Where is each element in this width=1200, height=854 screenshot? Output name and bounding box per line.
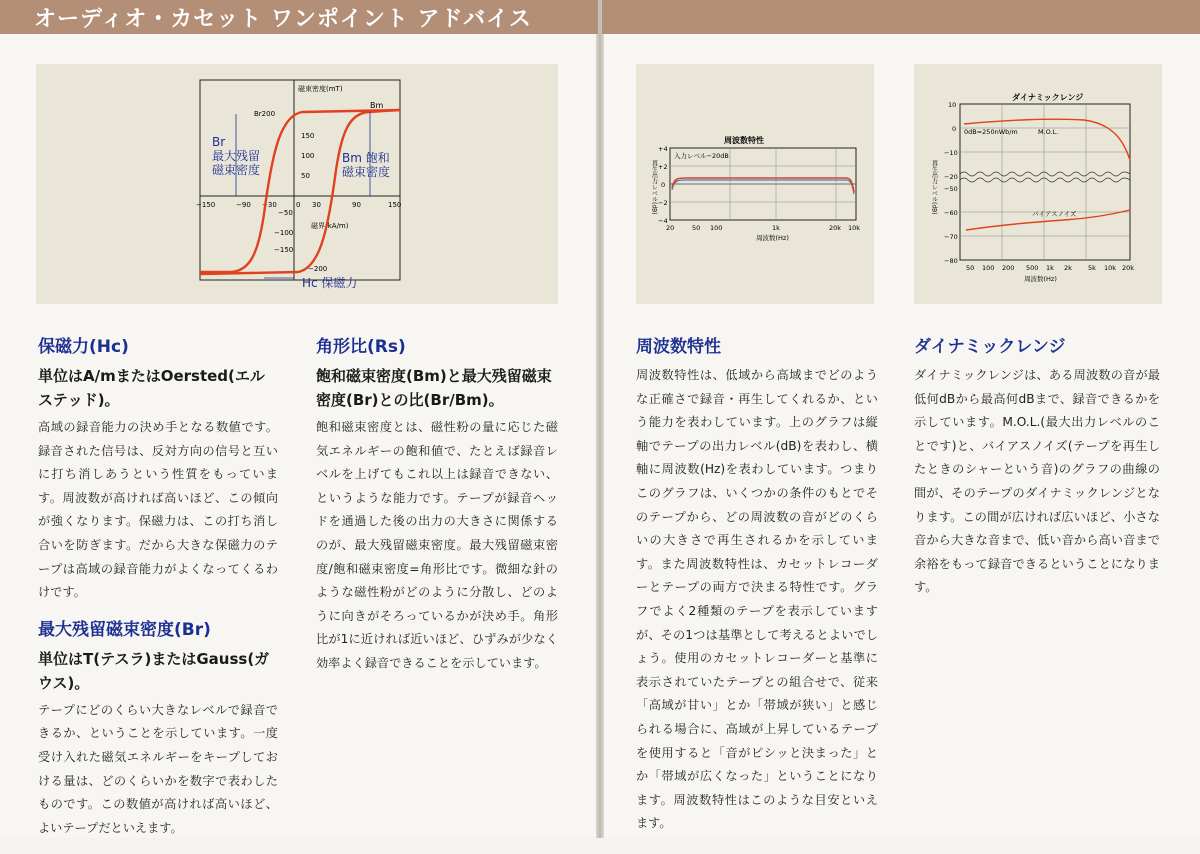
page-title: オーディオ・カセット ワンポイント アドバイス [34, 7, 532, 32]
section-title-frequency: 周波数特性 [636, 337, 721, 357]
x-tick: 5k [1088, 264, 1096, 272]
bm-annotation-line: 磁束密度 [342, 165, 391, 179]
x-tick: 100 [982, 264, 995, 272]
bm-label: Bm [370, 101, 384, 110]
column-frequency [636, 336, 878, 850]
section-lead-coercivity: 単位はA/mまたはOersted(エルステッド)。 [38, 367, 265, 409]
y-tick: 0 [952, 125, 957, 133]
y-tick: 50 [301, 172, 310, 180]
section-body-squareness: 飽和磁束密度とは、磁性粉の量に応じた磁気エネルギーの飽和値で、たとえば録音レベルを上げてもこれ以上は録音できない、というような能力です。テープが録音ヘッドを通過した後の出力の大きさに関係するのが、最大残留磁束密度。最大残留磁束密度/飽和磁束密度=角形比です。微細な針のような磁性粉がどのように分散し、どのように向きがそろっているかが決め手。角形比が1に近ければ近いほど、ひずみが少なく効率よく録音できることを示しています。 [316, 420, 558, 670]
axis-break-line [960, 172, 1130, 176]
frequency-chart [636, 64, 874, 304]
input-level-label: 入力レベル−20dB [674, 152, 729, 160]
y-axis-label: 再生出力レベル(dB) [650, 160, 658, 215]
axis-break-line [960, 178, 1130, 182]
y-tick: −100 [274, 229, 294, 237]
x-tick-labels [966, 264, 1134, 272]
y-tick: −4 [658, 217, 668, 225]
y-tick: +2 [658, 163, 668, 171]
br-annotation-line: 磁束密度 [212, 163, 261, 177]
x-tick: 50 [966, 264, 975, 272]
x-tick: 90 [352, 201, 361, 209]
y-tick-labels [658, 145, 668, 225]
x-tick: 10k [848, 224, 861, 232]
y-tick: 0 [661, 181, 666, 189]
y-tick-labels [944, 101, 958, 265]
x-axis-label: 磁界(kA/m) [311, 222, 349, 230]
section-squareness [316, 336, 558, 676]
x-axis-label: 周波数(Hz) [756, 234, 789, 242]
column-dynamic-range [914, 336, 1160, 614]
x-tick: 150 [388, 201, 402, 209]
y-tick: −10 [944, 149, 958, 157]
y-tick: −60 [944, 209, 958, 217]
y-tick: +4 [658, 145, 668, 153]
y-tick: 10 [948, 101, 957, 109]
y-tick: −150 [274, 246, 294, 254]
x-tick: 500 [1026, 264, 1039, 272]
section-frequency [636, 336, 878, 836]
section-title-dynamic-range: ダイナミックレンジ [914, 337, 1066, 357]
bm-annotation [342, 151, 390, 179]
dynamic-range-chart [914, 64, 1162, 304]
x-axis-label: 周波数(Hz) [1024, 275, 1057, 283]
section-body-frequency: 周波数特性は、低域から高域までどのような正確さで録音・再生してくれるか、という能力を表わしています。上のグラフは縦軸でテープの出力レベル(dB)を表わし、横軸に周波数(Hz)を表わしています。つまりこのグラフは、いくつかの条件のもとでそのテープから、どの周波数の音がどのくらいの大きさで再生されるかを示しています。また周波数特性は、カセットレコーダーとテープの両方で決まる特性です。グラフでよく2種類のテープを表示していますが、その1つは基準として考えるとよいでしょう。使用のカセットレコーダーと基準に表示されていたテープとの組合せで、従来「高域が甘い」とか「帯域が狭い」と感じられる場合に、高域が上昇しているテープを使用すると「音がピシッと決まった」とか「帯域が広くなった」ということになります。周波数特性はこのような目安といえます。 [636, 368, 878, 831]
column-coercivity [38, 336, 278, 854]
x-tick: 100 [710, 224, 723, 232]
header-band [0, 0, 598, 34]
mol-curve [964, 119, 1130, 160]
x-tick: 50 [692, 224, 701, 232]
reference-label: 0dB=250nWb/m [964, 128, 1018, 136]
y-tick: −50 [278, 209, 293, 217]
header-band-right [602, 0, 1200, 34]
section-remanence [38, 619, 278, 841]
x-tick: −90 [236, 201, 251, 209]
bm-annotation-line: Bm 飽和 [342, 151, 390, 165]
section-title-coercivity: 保磁力(Hc) [38, 337, 129, 357]
x-tick: −150 [196, 201, 216, 209]
frequency-figure [636, 64, 874, 304]
y-tick: −70 [944, 233, 958, 241]
section-coercivity [38, 336, 278, 605]
x-tick: 200 [1002, 264, 1015, 272]
column-squareness [316, 336, 558, 690]
y-tick: −200 [308, 265, 328, 273]
x-tick: 30 [312, 201, 321, 209]
hysteresis-figure [36, 64, 558, 304]
x-tick: 2k [1064, 264, 1072, 272]
x-tick: 20k [829, 224, 842, 232]
y-axis-label: 再生出力レベル(dB) [930, 160, 938, 215]
br-annotation-line: 最大残留 [212, 149, 261, 163]
y-tick: −2 [658, 199, 668, 207]
y-tick: −80 [944, 257, 958, 265]
y-tick: −50 [944, 185, 958, 193]
x-tick-labels [196, 201, 401, 209]
hc-annotation: Hc 保磁力 [302, 276, 358, 290]
section-body-coercivity: 高域の録音能力の決め手となる数値です。録音された信号は、反対方向の信号と互いに打ち消しあうという性質をもっています。周波数が高ければ高いほど、この傾向が強くなります。保磁力は、この打ち消し合いを防ぎます。だから大きな保磁力のテープは高域の録音能力がよくなってくるわけです。 [38, 420, 278, 600]
tape-b-curve [672, 180, 854, 194]
x-tick: 0 [296, 201, 301, 209]
section-title-squareness: 角形比(Rs) [316, 337, 406, 357]
dynamic-range-figure [914, 64, 1162, 304]
section-body-dynamic-range: ダイナミックレンジは、ある周波数の音が最低何dBから最高何dBまで、録音できるかを示しています。M.O.L.(最大出力レベルのことです)と、バイアスノイズ(テープを再生したときのシャーという音)のグラフの曲線の間が、そのテープのダイナミックレンジとなります。この間が広ければ広いほど、小さな音から大きな音まで、低い音から高い音まで余裕をもって録音できるということになります。 [914, 368, 1160, 595]
x-tick: −30 [262, 201, 277, 209]
y-tick: 100 [301, 152, 315, 160]
y-axis-label: 磁束密度(mT) [298, 85, 343, 93]
section-title-remanence: 最大残留磁束密度(Br) [38, 619, 211, 640]
y-tick: −20 [944, 173, 958, 181]
x-tick: 1k [1046, 264, 1054, 272]
dynamic-chart-title: ダイナミックレンジ [1012, 93, 1084, 102]
hysteresis-chart [36, 64, 558, 304]
bias-noise-label: バイアスノイズ [1032, 210, 1077, 218]
section-dynamic-range [914, 336, 1160, 600]
br-tick-label: Br200 [254, 110, 276, 118]
x-tick: 20k [1122, 264, 1135, 272]
frequency-chart-title: 周波数特性 [724, 136, 764, 145]
binding-gutter [596, 0, 604, 838]
x-tick: 20 [666, 224, 675, 232]
section-body-remanence: テープにどのくらい大きなレベルで録音できるか、ということを示しています。一度受け入れた磁気エネルギーをキープしておける量は、どのくらいかを数字で表わしたものです。この数値が高ければ高いほど、よいテープだといえます。 [38, 702, 278, 835]
section-lead-squareness: 飽和磁束密度(Bm)と最大残留磁束密度(Br)との比(Br/Bm)。 [316, 367, 552, 409]
section-lead-remanence: 単位はT(テスラ)またはGauss(ガウス)。 [38, 649, 270, 692]
x-tick: 1k [772, 224, 780, 232]
x-tick-labels [666, 224, 860, 232]
br-annotation-line: Br [212, 135, 226, 149]
mol-label: M.O.L. [1038, 128, 1059, 136]
x-tick: 10k [1104, 264, 1117, 272]
y-tick: 150 [301, 132, 315, 140]
